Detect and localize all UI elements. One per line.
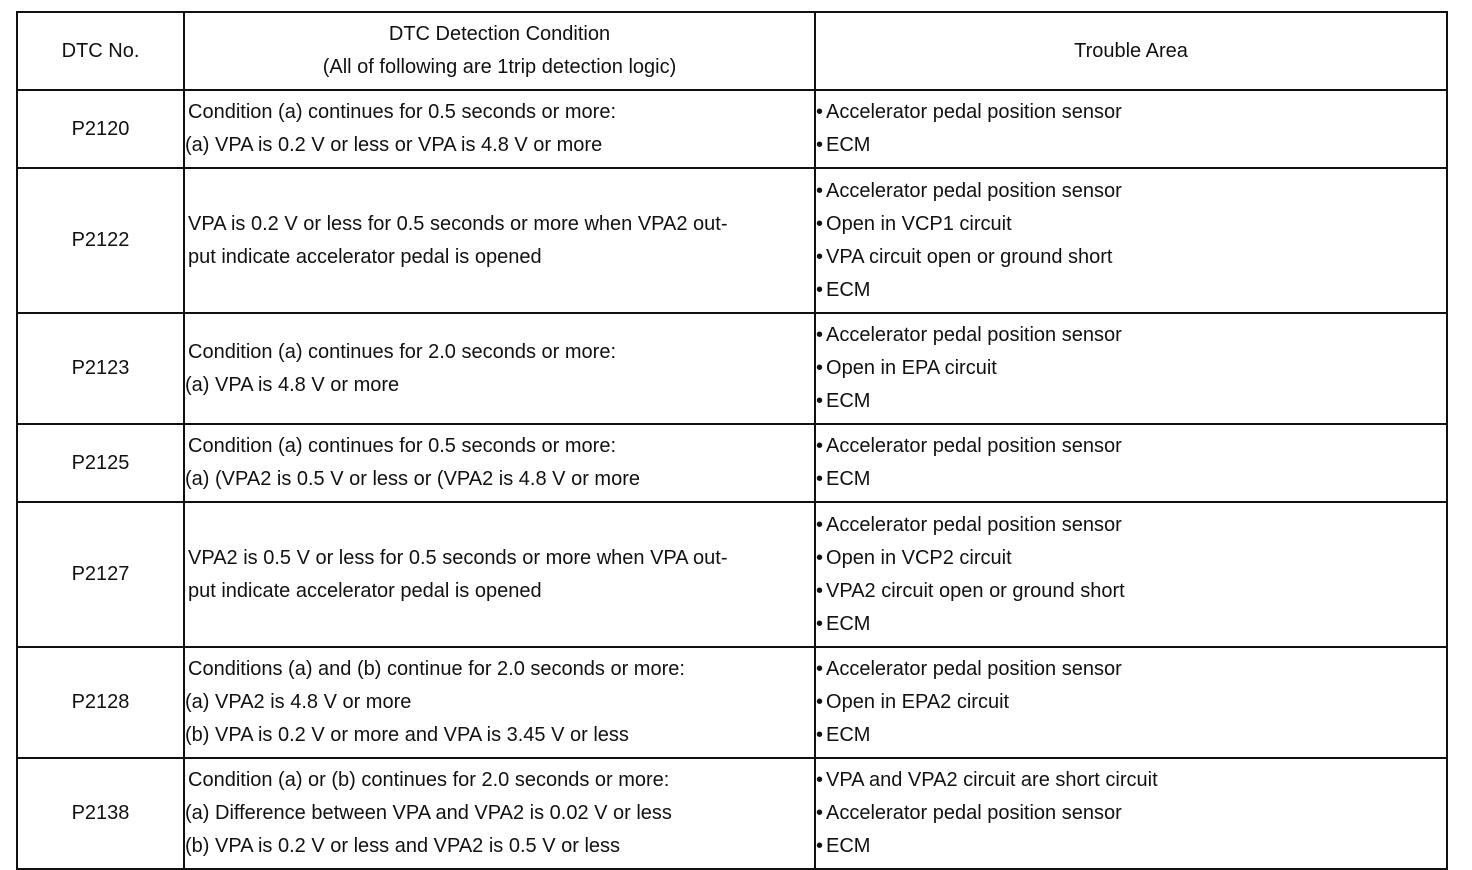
condition-line: VPA is 0.2 V or less for 0.5 seconds or more when VPA2 out-: [188, 212, 728, 235]
condition-line: (b) VPA is 0.2 V or more and VPA is 3.45 V or less: [185, 724, 629, 746]
condition-line: Condition (a) continues for 2.0 seconds or more:: [188, 340, 616, 363]
trouble-area-item: • VPA2 circuit open or ground short: [816, 575, 1446, 608]
trouble-area-item: • Accelerator pedal position sensor: [816, 797, 1446, 830]
condition-line: VPA2 is 0.5 V or less for 0.5 seconds or more when VPA out-: [188, 546, 728, 569]
trouble-area-item: • ECM: [816, 129, 1446, 162]
table-header-row: [17, 12, 1447, 90]
dtc-code: P2122: [17, 168, 184, 313]
trouble-area-item: • Open in EPA2 circuit: [816, 686, 1446, 719]
condition-line: (a) VPA is 0.2 V or less or VPA is 4.8 V or more: [185, 134, 603, 156]
trouble-area-item: • Open in VCP2 circuit: [816, 542, 1446, 575]
trouble-area-item: • ECM: [816, 274, 1446, 307]
detection-condition: [184, 502, 815, 647]
table-row: [17, 502, 1447, 647]
dtc-table: [16, 11, 1448, 870]
dtc-code: P2128: [17, 647, 184, 758]
trouble-area-item: • ECM: [816, 830, 1446, 863]
trouble-area-item: • ECM: [816, 385, 1446, 418]
detection-condition: [184, 647, 815, 758]
condition-line: put indicate accelerator pedal is opened: [188, 245, 542, 268]
condition-line: Condition (a) or (b) continues for 2.0 seconds or more:: [188, 769, 670, 791]
detection-condition: [184, 758, 815, 869]
trouble-area-item: • Open in EPA circuit: [816, 352, 1446, 385]
detection-condition: [184, 424, 815, 502]
header-dtc-no: DTC No.: [17, 12, 184, 90]
dtc-code: P2125: [17, 424, 184, 502]
trouble-area-item: • Accelerator pedal position sensor: [816, 430, 1446, 463]
condition-line: (b) VPA is 0.2 V or less and VPA2 is 0.5 V or less: [185, 835, 621, 857]
trouble-area: [815, 647, 1447, 758]
condition-line: put indicate accelerator pedal is opened: [188, 579, 542, 602]
table-row: [17, 313, 1447, 424]
trouble-area: [815, 502, 1447, 647]
trouble-area-item: • Accelerator pedal position sensor: [816, 509, 1446, 542]
table-row: [17, 647, 1447, 758]
trouble-area: [815, 90, 1447, 168]
trouble-area-item: • VPA circuit open or ground short: [816, 241, 1446, 274]
trouble-area-item: • Open in VCP1 circuit: [816, 208, 1446, 241]
trouble-area-item: • ECM: [816, 608, 1446, 641]
dtc-code: P2127: [17, 502, 184, 647]
detection-condition: [184, 168, 815, 313]
table-row: [17, 424, 1447, 502]
dtc-code: P2138: [17, 758, 184, 869]
dtc-code: P2123: [17, 313, 184, 424]
trouble-area-item: • Accelerator pedal position sensor: [816, 319, 1446, 352]
table-row: [17, 90, 1447, 168]
trouble-area-item: • Accelerator pedal position sensor: [816, 653, 1446, 686]
header-detection-condition: [184, 12, 815, 90]
header-trouble-area: Trouble Area: [815, 12, 1447, 90]
condition-line: (a) (VPA2 is 0.5 V or less or (VPA2 is 4.8 V or more: [185, 468, 640, 490]
table-row: [17, 758, 1447, 869]
condition-line: Condition (a) continues for 0.5 seconds or more:: [188, 435, 616, 457]
trouble-area-item: • ECM: [816, 463, 1446, 496]
condition-line: Condition (a) continues for 0.5 seconds or more:: [188, 101, 616, 123]
trouble-area: [815, 168, 1447, 313]
detection-condition: [184, 313, 815, 424]
condition-line: Conditions (a) and (b) continue for 2.0 seconds or more:: [188, 658, 685, 680]
header-detection-condition-title: DTC Detection Condition: [388, 23, 611, 45]
dtc-code: P2120: [17, 90, 184, 168]
detection-condition: [184, 90, 815, 168]
trouble-area-item: • Accelerator pedal position sensor: [816, 96, 1446, 129]
table-row: [17, 168, 1447, 313]
condition-line: (a) VPA is 4.8 V or more: [185, 373, 400, 396]
trouble-area-item: • ECM: [816, 719, 1446, 752]
trouble-area: [815, 313, 1447, 424]
trouble-area-item: • VPA and VPA2 circuit are short circuit: [816, 764, 1446, 797]
condition-line: (a) Difference between VPA and VPA2 is 0.02 V or less: [185, 802, 672, 824]
trouble-area-item: • Accelerator pedal position sensor: [816, 175, 1446, 208]
trouble-area: [815, 758, 1447, 869]
trouble-area: [815, 424, 1447, 502]
header-detection-condition-note: (All of following are 1trip detection logic): [322, 56, 677, 78]
condition-line: (a) VPA2 is 4.8 V or more: [185, 691, 412, 713]
